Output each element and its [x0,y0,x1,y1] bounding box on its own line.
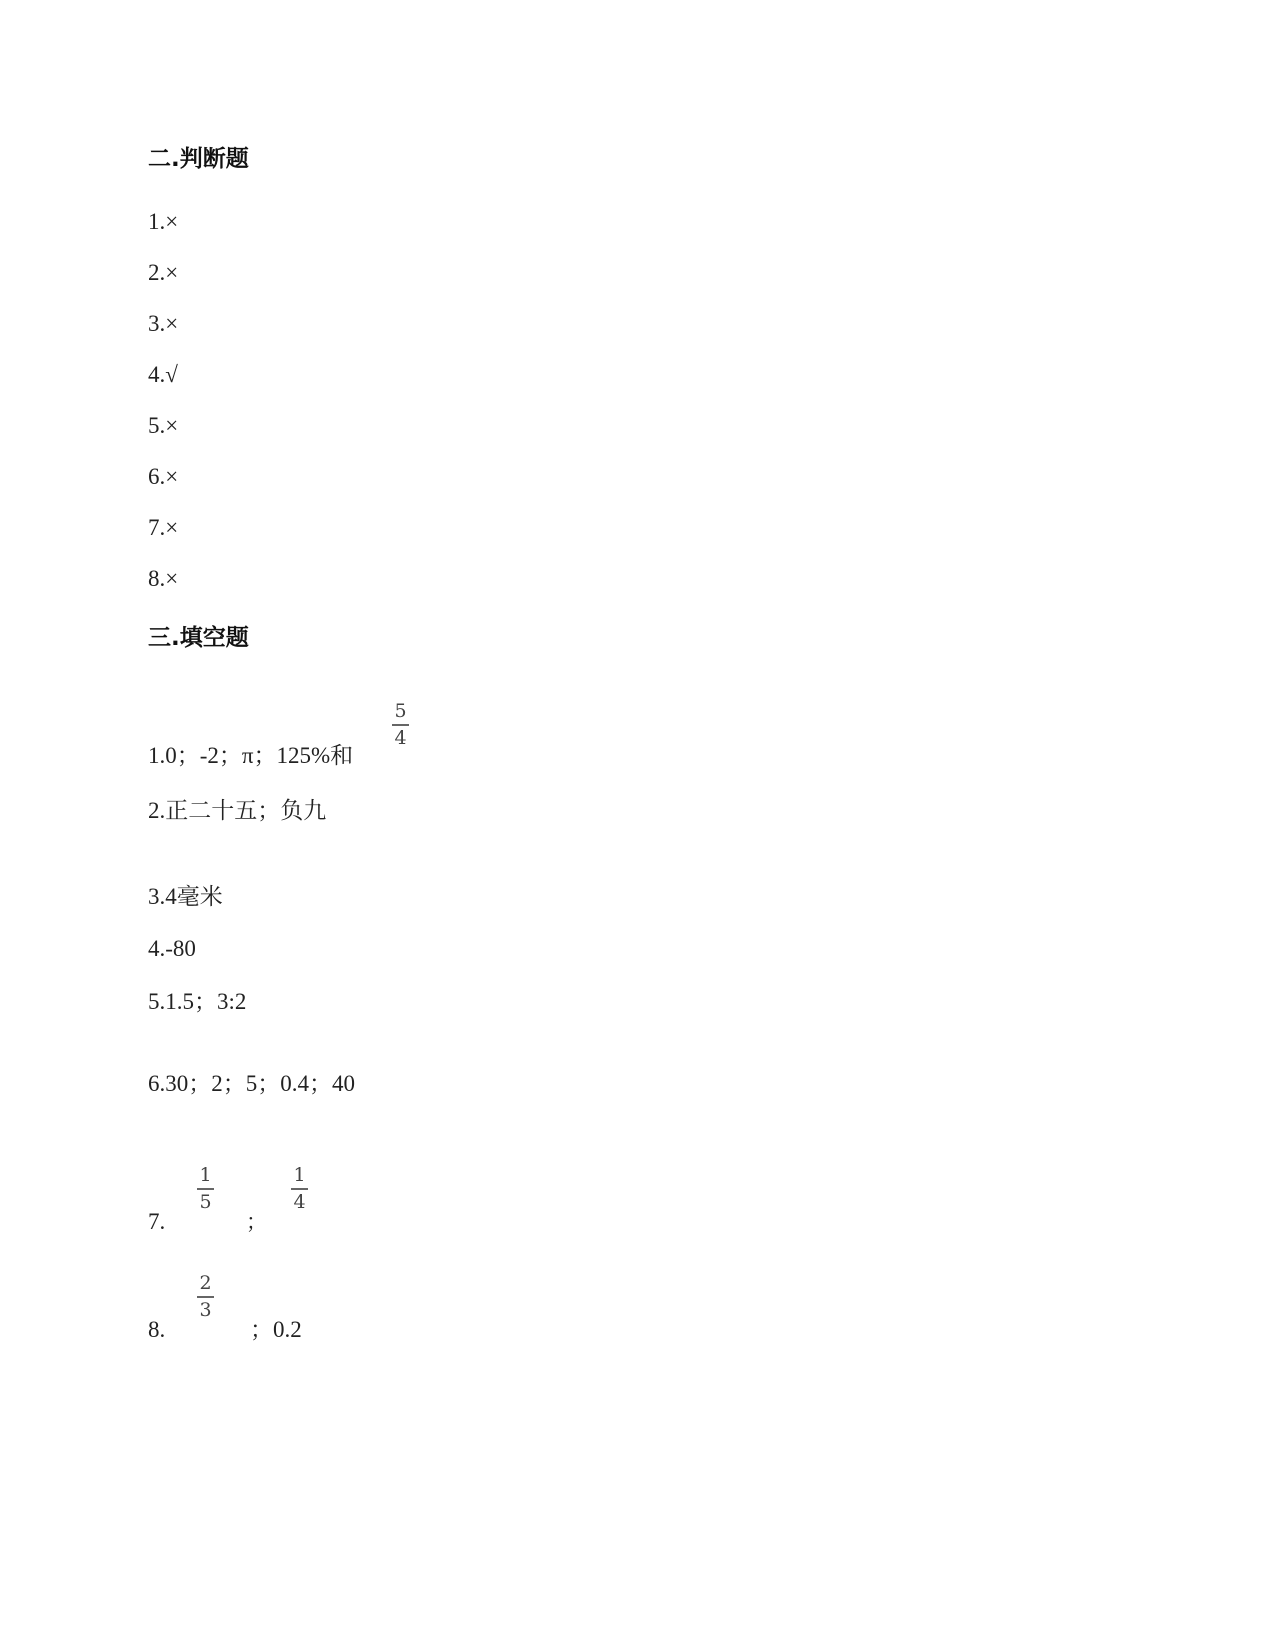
fill-answer-7-fraction-1 [197,1166,214,1212]
fill-answer-6: 6.30；2；5；0.4；40 [148,1071,355,1096]
fill-answer-8-fraction [197,1274,214,1320]
fraction-numerator: 1 [293,1164,306,1186]
fraction-denominator: 4 [394,726,407,749]
fill-answer-1-text: 1.0；-2；π；125%和 [148,743,354,768]
judgement-answer-4: 4.√ [148,362,178,387]
fill-answer-8-label: 8. [148,1317,166,1342]
fraction-numerator: 2 [199,1272,212,1294]
judgement-answer-6: 6.× [148,464,179,489]
judgement-answer-3: 3.× [148,311,179,336]
judgement-answer-7: 7.× [148,515,179,540]
fraction-denominator: 3 [199,1298,212,1321]
fraction-numerator: 1 [199,1164,212,1186]
fill-answer-2: 2.正二十五；负九 [148,798,327,823]
fill-answer-7-label: 7. [148,1209,166,1234]
fill-answer-3: 3.4毫米 [148,884,223,909]
fill-answer-5: 5.1.5；3:2 [148,989,247,1014]
judgement-answer-1: 1.× [148,209,179,234]
fill-answer-7-separator: ； [246,1210,267,1234]
fill-answer-7-fraction-2 [291,1166,308,1212]
fraction-denominator: 5 [199,1190,212,1213]
fraction-numerator: 5 [394,700,407,722]
fill-answer-4: 4.-80 [148,936,196,961]
judgement-answer-8: 8.× [148,566,179,591]
judgement-answer-2: 2.× [148,260,179,285]
section-heading-judgement: 二.判断题 [148,146,249,172]
judgement-answer-5: 5.× [148,413,179,438]
fraction-denominator: 4 [293,1190,306,1213]
section-heading-fill-in: 三.填空题 [148,625,249,651]
fill-answer-8-tail: ；0.2 [250,1317,302,1342]
fill-answer-1-fraction [392,702,409,748]
